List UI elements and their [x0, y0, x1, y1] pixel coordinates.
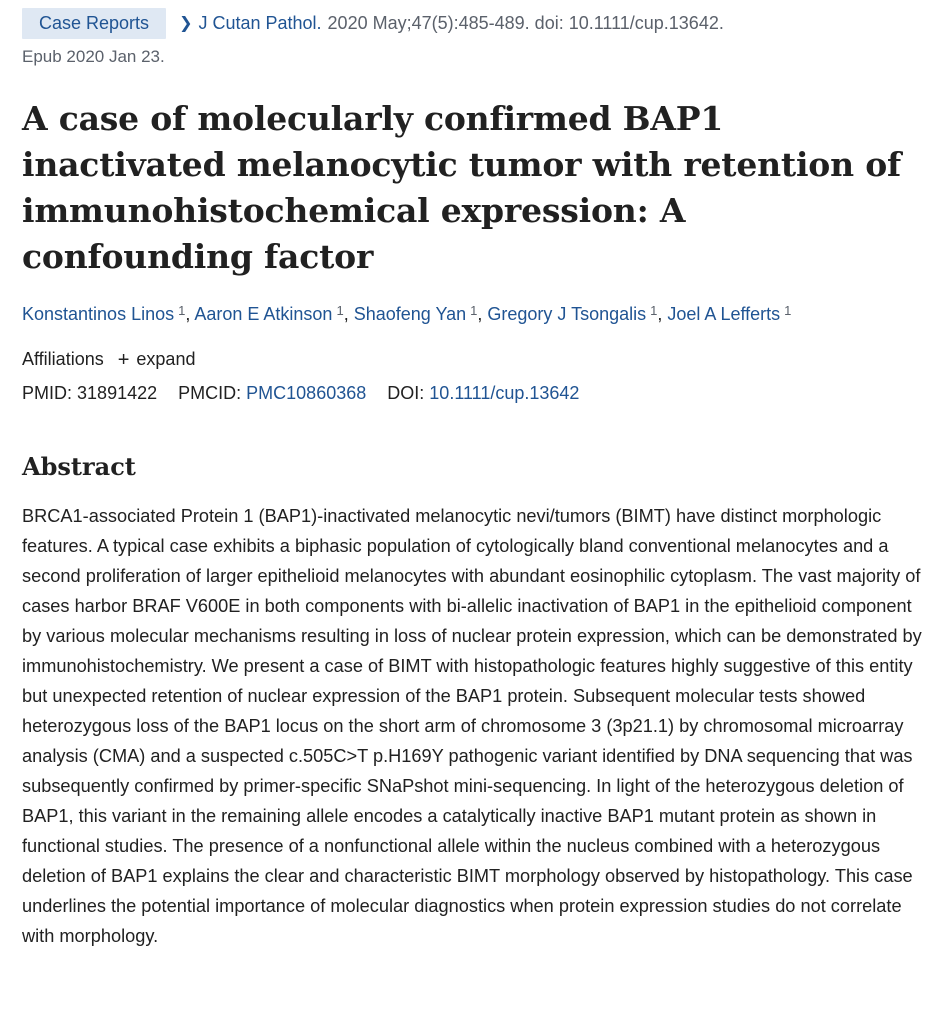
- abstract-text: BRCA1-associated Protein 1 (BAP1)-inactivated melanocytic nevi/tumors (BIMT) have distinct morphologic features. A typical case exhibits a biphasic population of cytologically bland conventional melanocytes and a second proliferation of larger epithelioid melanocytes with abundant eosinophilic cytoplasm. The vast majority of cases harbor BRAF V600E in both components with bi-allelic inactivation of BAP1 in the epithelioid component by various molecular mechanisms resulting in loss of nuclear protein expression, which can be demonstrated by immunohistochemistry. We present a case of BIMT with histopathologic features highly suggestive of this entity but unexpected retention of nuclear expression of the BAP1 protein. Subsequent molecular tests showed heterozygous loss of the BAP1 locus on the short arm of chromosome 3 (3p21.1) by chromosomal microarray analysis (CMA) and a suspected c.505C>T p.H169Y pathogenic variant identified by DNA sequencing that was subsequently confirmed by primer-specific SNaPshot mini-sequencing. In light of the heterozygous deletion of BAP1, this variant in the remaining allele encodes a catalytically inactive BAP1 mutant protein as shown in functional studies. The presence of a nonfunctional allele within the nucleus combined with a heterozygous deletion of BAP1 explains the clear and characteristic BIMT morphology observed by histopathology. This case underlines the potential importance of molecular diagnostics when protein expression studies do not correlate with morphology.: [22, 506, 922, 946]
- abstract-heading: Abstract: [22, 452, 136, 481]
- pmid-label: PMID:: [22, 383, 73, 403]
- author-link[interactable]: Joel A Lefferts: [667, 304, 781, 324]
- affiliations-label: Affiliations: [22, 349, 104, 369]
- author-link[interactable]: Aaron E Atkinson: [194, 304, 333, 324]
- author-link[interactable]: Gregory J Tsongalis: [487, 304, 647, 324]
- chevron-right-icon[interactable]: ❯: [179, 15, 193, 32]
- expand-label: expand: [136, 349, 196, 369]
- plus-icon: +: [117, 348, 130, 371]
- author-link[interactable]: Shaofeng Yan: [353, 304, 467, 324]
- epub-date: Epub 2020 Jan 23.: [22, 47, 165, 66]
- citation-details: 2020 May;47(5):485-489. doi: 10.1111/cup.13642.: [327, 12, 724, 33]
- author-affiliation-ref[interactable]: 1: [470, 303, 478, 318]
- doi-label: DOI:: [387, 383, 425, 403]
- author-separator: ,: [343, 304, 354, 324]
- author-separator: ,: [185, 304, 195, 324]
- pmcid-link[interactable]: PMC10860368: [246, 383, 367, 403]
- affiliations-expand-button[interactable]: [118, 349, 196, 370]
- doi-link[interactable]: 10.1111/cup.13642: [429, 383, 580, 403]
- author-affiliation-ref[interactable]: 1: [650, 303, 658, 318]
- pmcid-label: PMCID:: [178, 383, 242, 403]
- journal-link[interactable]: J Cutan Pathol.: [198, 12, 322, 33]
- pmid-value: 31891422: [77, 383, 158, 403]
- author-link[interactable]: Konstantinos Linos: [22, 304, 175, 324]
- citation-header: [22, 7, 724, 39]
- author-affiliation-ref[interactable]: 1: [336, 303, 344, 318]
- author-separator: ,: [477, 304, 488, 324]
- authors-list: [22, 303, 791, 325]
- article-title: A case of molecularly confirmed BAP1 inactivated melanocytic tumor with retention of immunohistochemical expression: A confounding factor: [22, 99, 902, 276]
- publication-type-badge[interactable]: Case Reports: [22, 8, 166, 39]
- author-separator: ,: [657, 304, 668, 324]
- author-affiliation-ref[interactable]: 1: [178, 303, 186, 318]
- affiliations-row: [22, 349, 195, 370]
- identifiers-row: [22, 383, 579, 404]
- author-affiliation-ref[interactable]: 1: [784, 303, 792, 318]
